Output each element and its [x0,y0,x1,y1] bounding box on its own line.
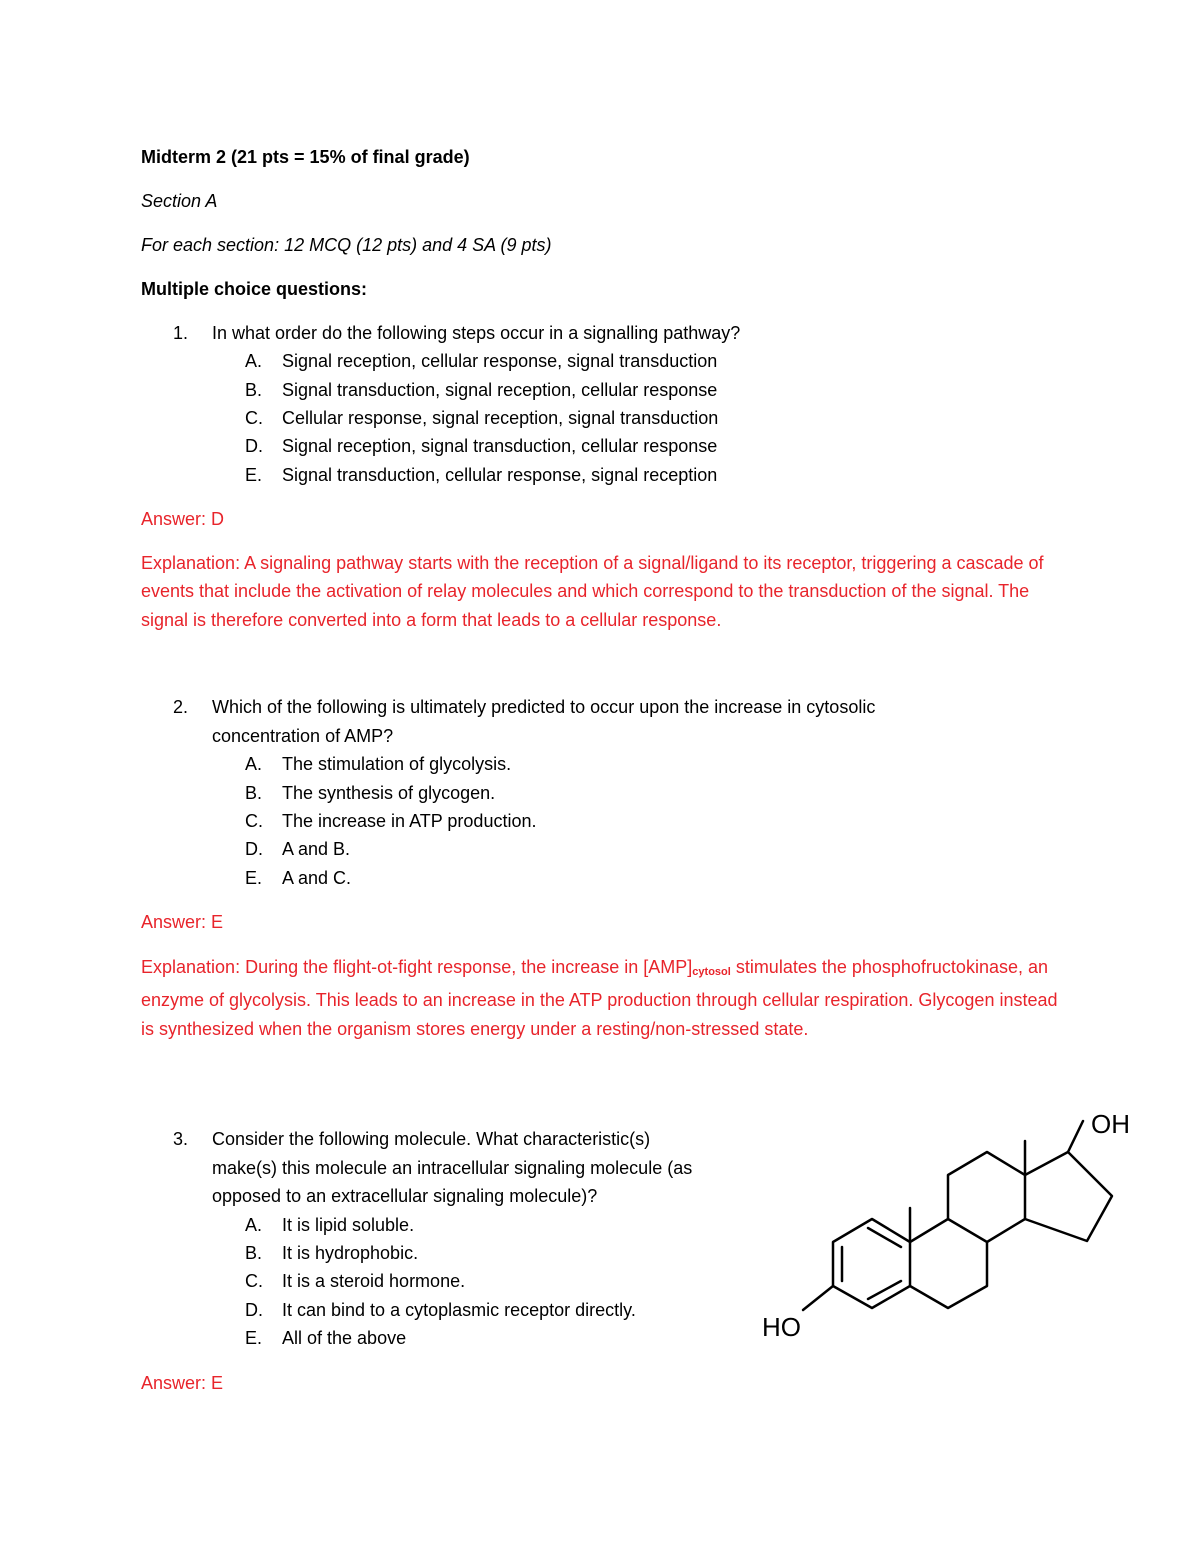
option-text: Cellular response, signal reception, signal transduction [282,408,719,428]
question-number: 3. [173,1129,189,1149]
option-text: The stimulation of glycolysis. [282,754,512,774]
option-letter: B. [245,1243,263,1263]
mcq-heading: Multiple choice questions: [141,279,368,299]
option-letter: D. [245,839,263,859]
option-letter: A. [245,351,263,371]
question-number: 2. [173,697,189,717]
explanation-post: stimulates the phosphofructokinase, an enzyme of glycolysis. This leads to an increase in the ATP production through cellular respiration. Glycogen instead is synthesized when the organism stores energy under a resting/non-stressed state. [141,957,1058,1039]
molecule-bonds [803,1121,1112,1310]
explanation-text: Explanation: A signaling pathway starts with the reception of a signal/ligand to its receptor, triggering a cascade of events that include the activation of relay molecules and which correspond to the transduction of the signal. The signal is therefore converted into a form that leads to a cellular response. [141,553,1044,630]
option-text: It is a steroid hormone. [282,1271,466,1291]
option-letter: D. [245,1300,263,1320]
option-text: Signal transduction, signal reception, cellular response [282,380,718,400]
explanation-text [141,953,1071,1043]
section-label: Section A [141,191,218,211]
section-subtitle: For each section: 12 MCQ (12 pts) and 4 SA (9 pts) [141,235,552,255]
question-text-line-2: concentration of AMP? [212,726,394,746]
question-text: In what order do the following steps occur in a signalling pathway? [212,323,741,343]
option-text: A and C. [282,868,352,888]
question-text-line-2: make(s) this molecule an intracellular signaling molecule (as [212,1158,693,1178]
option-text: It is lipid soluble. [282,1215,415,1235]
option-letter: B. [245,380,263,400]
question-text-line-1: Which of the following is ultimately predicted to occur upon the increase in cytosolic [212,697,876,717]
option-text: It is hydrophobic. [282,1243,419,1263]
explanation-pre: Explanation: During the flight-ot-fight response, the increase in [AMP] [141,957,693,977]
answer-text: Answer: D [141,509,225,529]
answer-text: Answer: E [141,912,224,932]
question-text-line-1: Consider the following molecule. What characteristic(s) [212,1129,651,1149]
option-text: Signal reception, signal transduction, cellular response [282,436,718,456]
option-letter: C. [245,1271,263,1291]
option-letter: D. [245,436,263,456]
answer-text: Answer: E [141,1373,224,1393]
option-text: Signal reception, cellular response, signal transduction [282,351,718,371]
option-text: Signal transduction, cellular response, signal reception [282,465,718,485]
option-letter: A. [245,1215,263,1235]
option-letter: C. [245,408,263,428]
option-letter: A. [245,754,263,774]
option-letter: E. [245,868,263,888]
option-text: A and B. [282,839,351,859]
option-letter: B. [245,783,263,803]
option-letter: C. [245,811,263,831]
option-text: It can bind to a cytoplasmic receptor directly. [282,1300,636,1320]
option-text: All of the above [282,1328,407,1348]
ho-label-bottom: HO [762,1312,801,1342]
explanation-subscript: cytosol [692,966,731,978]
steroid-molecule-diagram [755,1100,1155,1350]
option-text: The increase in ATP production. [282,811,537,831]
question-text-line-3: opposed to an extracellular signaling molecule)? [212,1186,598,1206]
option-letter: E. [245,465,263,485]
option-text: The synthesis of glycogen. [282,783,496,803]
page-title: Midterm 2 (21 pts = 15% of final grade) [141,147,470,167]
question-number: 1. [173,323,189,343]
oh-label-top: OH [1091,1109,1130,1139]
option-letter: E. [245,1328,263,1348]
